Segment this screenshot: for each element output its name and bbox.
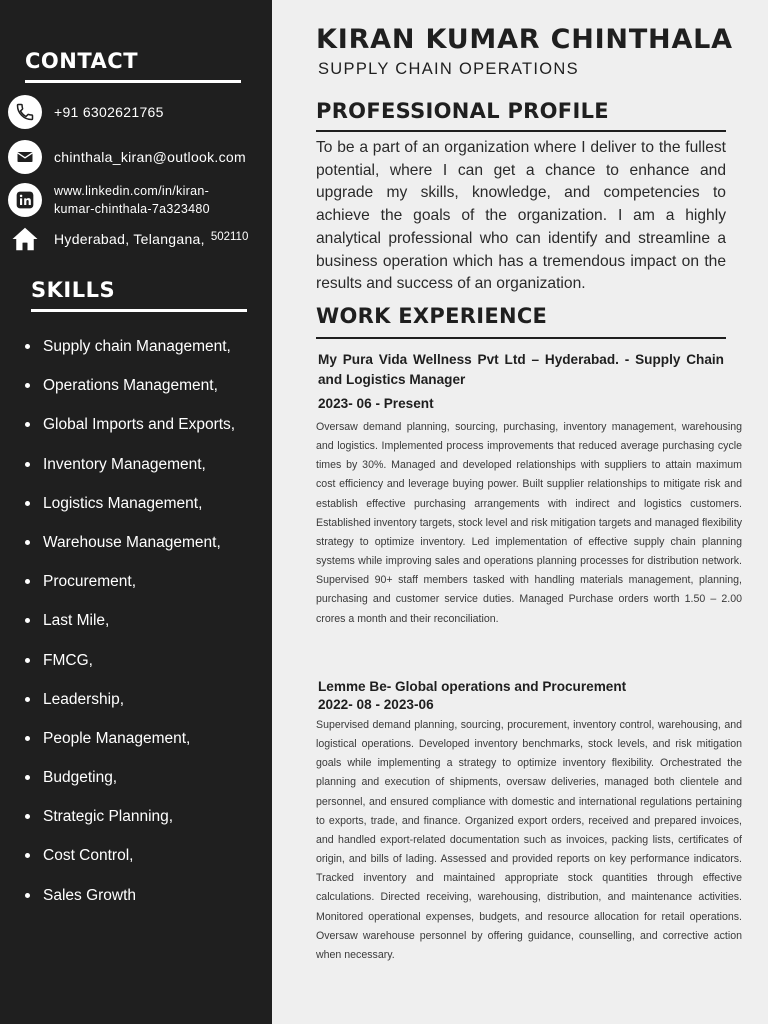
contact-divider xyxy=(25,80,241,83)
job-dates: 2023- 06 - Present xyxy=(318,396,434,411)
profile-divider xyxy=(316,130,726,132)
phone-icon xyxy=(8,95,42,129)
skill-item: Warehouse Management, xyxy=(22,523,235,562)
job-description: Supervised demand planning, sourcing, procurement, inventory control, warehousing, and logistical operations. Developed inventory benchmarks, stock levels, and risk mitigation goals while implementing a strategy to optimize inventory flexibility. Orchestrated the planning and execution of shipments, oversaw deliveries, managed both clientele and personnel, and ensured compliance with domestic and international regulations pertaining to exports, trade, and finance. Organized export orders, received and prepared invoices, and handled export-related documentation such as invoices, packing lists, certificates of origin, and bills of lading. Assessed and provided reports on key performance indicators. Tracked inventory and maintained appropriate stock quantities through effective calculations. Directed receiving, warehousing, distribution, and maintenance activities. Monitored operational expenses, budgets, and resource allocation for retail operations. Oversaw warehouse personnel by offering guidance, counselling, and corrective action when necessary. xyxy=(316,719,742,961)
profile-heading: PROFESSIONAL PROFILE xyxy=(316,99,609,123)
linkedin-line-2: kumar-chinthala-7a323480 xyxy=(54,202,210,216)
contact-email xyxy=(8,140,246,174)
linkedin-icon xyxy=(8,183,42,217)
skill-item: Last Mile, xyxy=(22,601,235,640)
skill-item: Inventory Management, xyxy=(22,445,235,484)
contact-location xyxy=(8,222,248,256)
skills-heading: SKILLS xyxy=(31,278,116,302)
skill-item: Procurement, xyxy=(22,562,235,601)
skill-item: Operations Management, xyxy=(22,366,235,405)
skill-item: Cost Control, xyxy=(22,836,235,875)
linkedin-line-1: www.linkedin.com/in/kiran- xyxy=(54,184,210,198)
candidate-name: KIRAN KUMAR CHINTHALA xyxy=(316,24,733,55)
email-icon xyxy=(8,140,42,174)
phone-text[interactable]: +91 6302621765 xyxy=(54,104,164,120)
home-icon xyxy=(8,222,42,256)
contact-linkedin xyxy=(8,182,210,218)
contact-phone xyxy=(8,95,164,129)
candidate-role: SUPPLY CHAIN OPERATIONS xyxy=(318,60,579,78)
skill-item: Logistics Management, xyxy=(22,484,235,523)
skill-item: Global Imports and Exports, xyxy=(22,405,235,444)
skill-item: Budgeting, xyxy=(22,758,235,797)
skills-list xyxy=(22,327,235,915)
sidebar xyxy=(0,0,272,1024)
experience-heading: WORK EXPERIENCE xyxy=(316,304,548,328)
skill-item: Strategic Planning, xyxy=(22,797,235,836)
main-content xyxy=(272,0,768,1024)
job-title: My Pura Vida Wellness Pvt Ltd – Hyderabad. - Supply Chain and Logistics Manager xyxy=(318,352,724,387)
skills-divider xyxy=(31,309,247,312)
linkedin-text[interactable] xyxy=(54,182,210,218)
email-text[interactable]: chinthala_kiran@outlook.com xyxy=(54,149,246,165)
location-text: Hyderabad, Telangana, xyxy=(54,231,205,247)
experience-divider xyxy=(316,337,726,339)
job-description: Oversaw demand planning, sourcing, purchasing, inventory management, warehousing and logistics. Implemented process improvements that reduced average purchasing cycle times by 30%. Managed and developed relationships with suppliers to attain maximum cost efficiency and leverage buying power. Built supplier relationships to mitigate risk and establish effective purchasing arrangements with indirect and logistics customers. Established inventory targets, stock level and risk mitigation targets and managed flexibility strategy to optimize inventory. Led implementation of effective supply chain planning systems while improving sales and operations planning processes for distribution network. Supervised 90+ staff members tasked with handling materials management, planning, purchasing and customer service duties. Managed Purchase orders worth 1.50 – 2.00 crores a month and their reconciliation. xyxy=(316,421,742,625)
profile-text: To be a part of an organization where I deliver to the fullest potential, where I can get a chance to enhance and upgrade my skills, knowledge, and competencies to achieve the goals of the organization. I am a highly analytical professional who can identify and streamline a business operation which has a tremendous impact on the results and success of an organization. xyxy=(316,139,726,293)
skill-item: Supply chain Management, xyxy=(22,327,235,366)
postcode-text: 502110 xyxy=(210,231,249,243)
skill-item: FMCG, xyxy=(22,641,235,680)
skill-item: People Management, xyxy=(22,719,235,758)
skill-item: Sales Growth xyxy=(22,876,235,915)
skill-item: Leadership, xyxy=(22,680,235,719)
job-title: Lemme Be- Global operations and Procurement xyxy=(318,679,627,694)
contact-heading: CONTACT xyxy=(25,49,139,73)
job-dates: 2022- 08 - 2023-06 xyxy=(318,697,434,712)
